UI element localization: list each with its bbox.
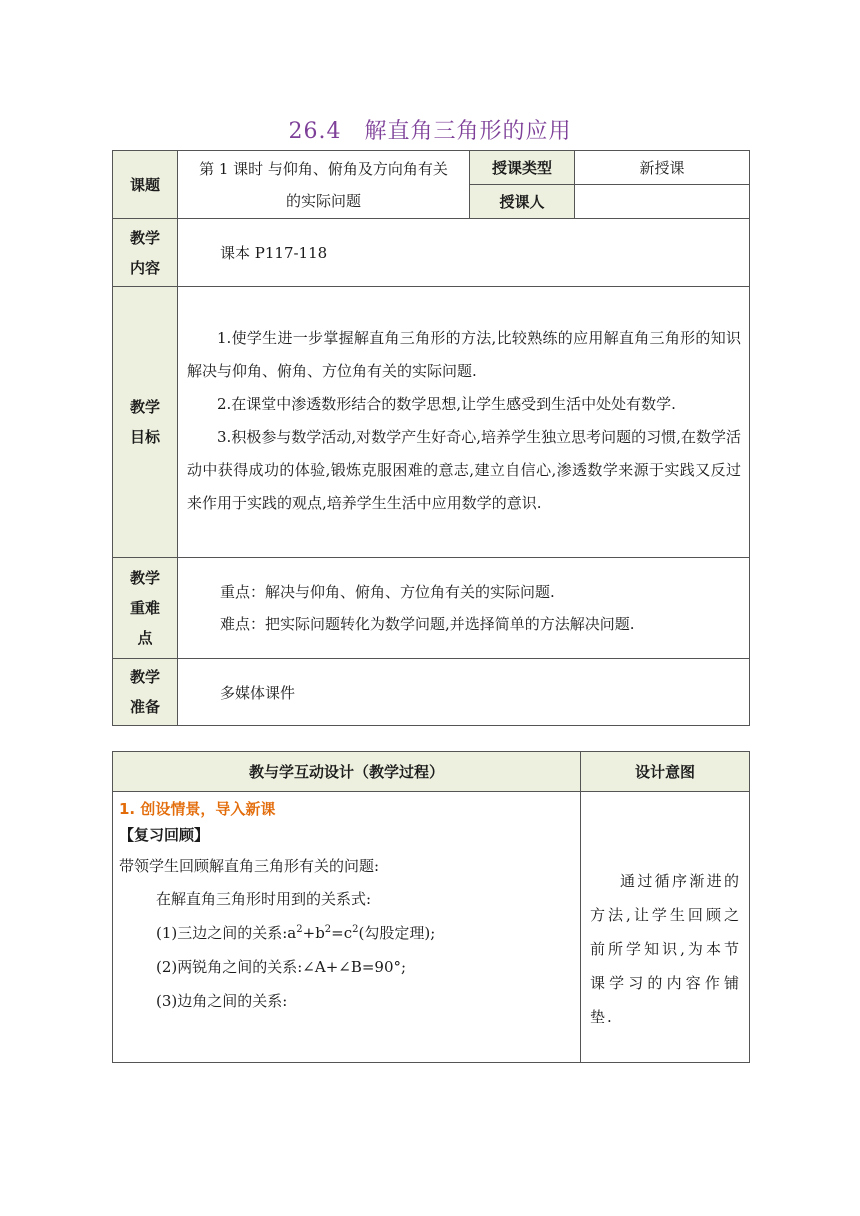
type-label-cell: [470, 151, 575, 185]
relation-1: (1)三边之间的关系$:a^2+b^2=c^2$(勾股定理);: [156, 924, 436, 942]
intent-body-cell: [581, 792, 750, 1063]
design-intent: 通过循序渐进的方法,让学生回顾之前所学知识,为本节课学习的内容作铺垫.: [590, 872, 741, 1026]
prep-value-cell: [178, 659, 750, 726]
type-value: 新授课: [639, 159, 685, 177]
type-value-cell: [575, 151, 750, 185]
process-body-cell: [113, 792, 581, 1063]
teacher-label: 授课人: [499, 192, 545, 211]
key-label-line-1: 教学: [129, 569, 160, 587]
key-point: 重点：解决与仰角、俯角、方位角有关的实际问题.: [220, 583, 555, 601]
topic-label-cell: [113, 151, 178, 219]
goal-1: 1.使学生进一步掌握解直角三角形的方法,比较熟练的应用解直角三角形的知识解决与仰角、俯角、方位角有关的实际问题.: [187, 329, 741, 380]
key-label-cell: [113, 558, 178, 659]
goal-3: 3.积极参与数学活动,对数学产生好奇心,培养学生独立思考问题的习惯,在数学活动中获得成功的体验,锻炼克服困难的意志,建立自信心,渗透数学来源于实践又反过来作用于实践的观点,培养学生生活中应用数学的意识.: [187, 428, 741, 512]
relation-2: (2)两锐角之间的关系:∠A+∠B=90°;: [156, 958, 407, 976]
topic-label: 课题: [129, 175, 160, 194]
content-label-line-2: 内容: [129, 258, 160, 277]
goal-label-line-1: 教学: [129, 398, 160, 416]
lesson-info-table: [112, 150, 750, 726]
review-title: 【复习回顾】: [119, 826, 210, 844]
goal-value-cell: [178, 287, 750, 558]
teacher-value-cell: [575, 185, 750, 219]
process-header: 教与学互动设计（教学过程）: [248, 762, 444, 781]
page-title: 26.4 解直角三角形的应用: [288, 119, 572, 144]
prep-value: 多媒体课件: [220, 683, 296, 702]
goal-label-line-2: 目标: [129, 428, 160, 446]
relations-intro: 在解直角三角形时用到的关系式:: [156, 890, 372, 908]
intent-header-cell: [581, 752, 750, 792]
content-label-cell: [113, 219, 178, 287]
topic-line-2: 的实际问题: [285, 191, 361, 210]
prep-label-cell: [113, 659, 178, 726]
process-header-cell: [113, 752, 581, 792]
content-value-cell: [178, 219, 750, 287]
goal-2: 2.在课堂中渗透数形结合的数学思想,让学生感受到生活中处处有数学.: [217, 395, 676, 413]
key-label-line-2: 重难: [129, 599, 160, 617]
section-title: 1. 创设情景，导入新课: [119, 800, 276, 818]
topic-line-1: 第 1 课时 与仰角、俯角及方向角有关: [199, 159, 448, 178]
key-label-line-3: 点: [137, 629, 153, 647]
review-intro: 带领学生回顾解直角三角形有关的问题:: [119, 857, 380, 875]
difficulty: 难点：把实际问题转化为数学问题,并选择简单的方法解决问题.: [220, 615, 635, 633]
prep-label-line-2: 准备: [129, 698, 160, 716]
relation-3: (3)边角之间的关系:: [156, 992, 288, 1010]
intent-header: 设计意图: [634, 762, 695, 781]
content-value: 课本 P117-118: [220, 244, 328, 262]
content-label-line-1: 教学: [129, 228, 160, 247]
goal-label-cell: [113, 287, 178, 558]
key-value-cell: [178, 558, 750, 659]
teacher-label-cell: [470, 185, 575, 219]
topic-value-cell: [178, 151, 470, 219]
type-label: 授课类型: [491, 158, 552, 177]
teaching-process-table: [112, 751, 750, 1063]
prep-label-line-1: 教学: [129, 668, 160, 686]
